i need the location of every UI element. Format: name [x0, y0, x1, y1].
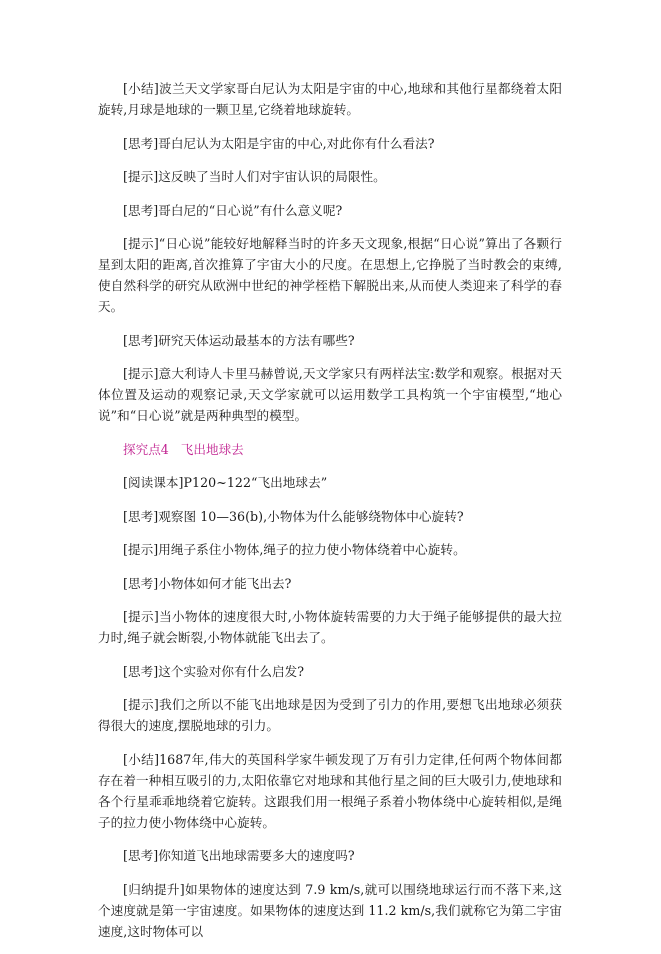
document-body: [98, 78, 562, 954]
paragraph-hint-heliocentric: [提示]“日心说”能较好地解释当时的许多天文现象,根据“日心说”算出了各颗行星到太阳的距离,首次推算了宇宙大小的尺度。在思想上,它挣脱了当时教会的束缚,使自然科学的研究从欧洲中世纪的神学桎梏下解脱出来,从而使人类迎来了科学的春天。: [98, 236, 562, 314]
paragraph-think-figure: [思考]观察图 10—36(b),小物体为什么能够绕物体中心旋转?: [123, 508, 464, 524]
paragraph-hint-gravity: [提示]我们之所以不能飞出地球是因为受到了引力的作用,要想飞出地球必须获得很大的速度,摆脱地球的引力。: [98, 697, 562, 733]
paragraph-conclusion-cosmic-speed: [归纳提升]如果物体的速度达到 7.9 km/s,就可以围绕地球运行而不落下来,这个速度就是第一宇宙速度。如果物体的速度达到 11.2 km/s,我们就称它为第二宇宙速度,这时物体可以: [98, 881, 562, 939]
paragraph-think-fly-out: [思考]小物体如何才能飞出去?: [123, 575, 292, 591]
paragraph-hint-rope: [提示]用绳子系住小物体,绳子的拉力使小物体绕着中心旋转。: [123, 542, 466, 557]
paragraph-hint-fly-out: [提示]当小物体的速度很大时,小物体旋转需要的力大于绳子能够提供的最大拉力时,绳子就会断裂,小物体就能飞出去了。: [98, 609, 562, 645]
paragraph-summary-newton: [小结]1687年,伟大的英国科学家牛顿发现了万有引力定律,任何两个物体间都存在着一种相互吸引的力,太阳依靠它对地球和其他行星之间的巨大吸引力,使地球和各个行星乖乖地绕着它旋转。这跟我们用一根绳子系着小物体绕中心旋转相似,是绳子的拉力使小物体绕中心旋转。: [98, 751, 562, 830]
paragraph-think-inspiration: [思考]这个实验对你有什么启发?: [123, 663, 305, 679]
section-heading-label: 探究点4: [123, 441, 169, 457]
paragraph-hint-methods: [提示]意大利诗人卡里马赫曾说,天文学家只有两样法宝:数学和观察。根据对天体位置及运动的观察记录,天文学家就可以运用数学工具构筑一个宇宙模型,“地心说”和“日心说”就是两种典型的模型。: [98, 366, 562, 423]
paragraph-think-heliocentric-meaning: [思考]哥白尼的“日心说”有什么意义呢?: [123, 202, 343, 218]
paragraph-think-methods: [思考]研究天体运动最基本的方法有哪些?: [123, 332, 355, 348]
paragraph-think-copernicus-view: [思考]哥白尼认为太阳是宇宙的中心,对此你有什么看法?: [123, 135, 435, 151]
paragraph-think-escape-speed: [思考]你知道飞出地球需要多大的速度吗?: [123, 848, 355, 863]
paragraph-hint-limitation: [提示]这反映了当时人们对宇宙认识的局限性。: [123, 169, 386, 184]
paragraph-summary-copernicus: [小结]波兰天文学家哥白尼认为太阳是宇宙的中心,地球和其他行星都绕着太阳旋转,月球是地球的一颗卫星,它绕着地球旋转。: [98, 81, 562, 117]
paragraph-reading: [阅读课本]P120~122“飞出地球去”: [123, 475, 328, 490]
section-heading-title: 飞出地球去: [180, 441, 244, 457]
section-heading: [98, 439, 562, 460]
